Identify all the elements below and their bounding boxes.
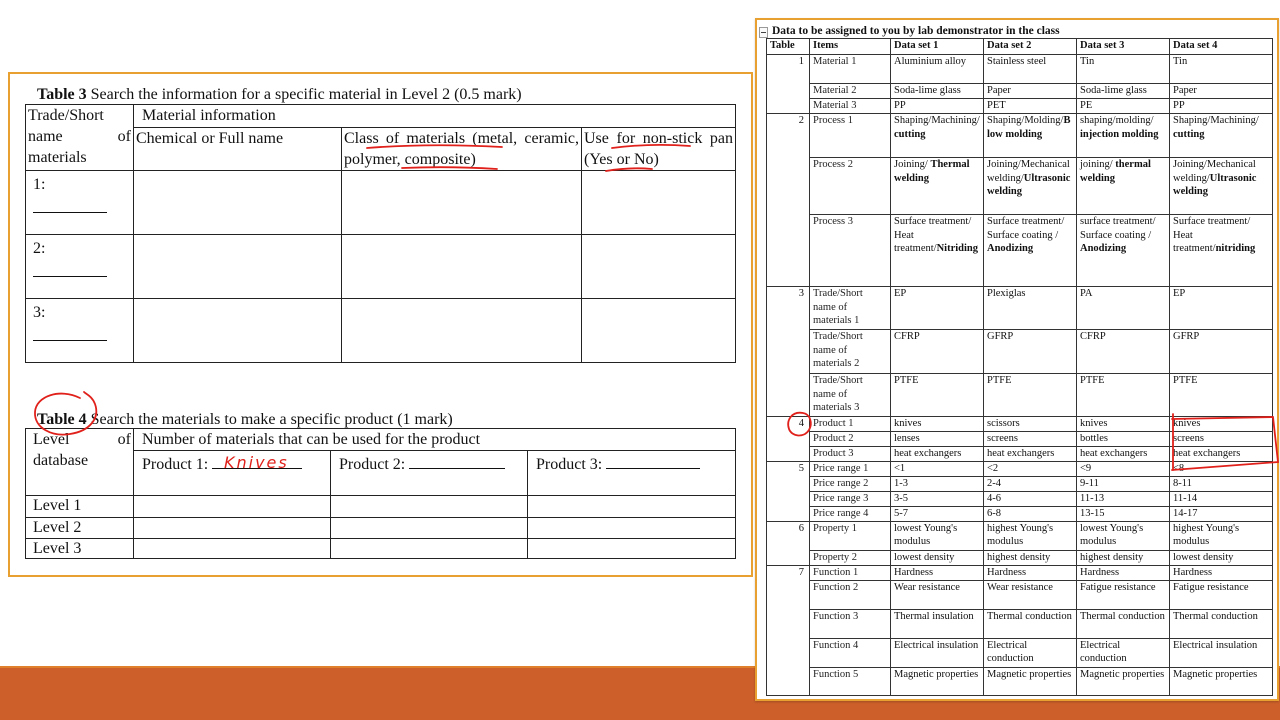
data-set-2-cell: 4-6 [984,491,1077,506]
text-segment: Surface treatment/ Surface coating / [987,216,1065,241]
name-blank-field [33,212,107,213]
table3-cell [134,235,342,299]
bold-text-segment: thermal welding [1080,159,1151,184]
product-2-label: Product 2: [339,456,406,473]
data-set-1-cell [891,215,984,287]
data-set-4-cell: Hardness [1170,565,1273,580]
data-set-1-cell: 1-3 [891,476,984,491]
data-set-2-cell [984,114,1077,158]
table-row [767,506,1273,521]
item-label: Product 3 [810,447,891,462]
table-row [26,299,736,363]
data-set-1-cell: <1 [891,462,984,477]
product-2-blank-field [409,454,505,469]
text-segment: Surface treatment/ Heat treatment/ [1173,216,1251,255]
text-segment: joining/ [1080,159,1116,170]
data-set-4-cell: knives [1170,417,1273,432]
level-label: Level 1 [26,496,134,518]
data-set-3-cell: Tin [1077,55,1170,84]
data-set-3-cell: Fatigue resistance [1077,580,1170,609]
table4-cell [331,518,528,539]
table4-title [37,411,453,429]
bold-text-segment: Anodizing [1080,243,1127,255]
data-set-3-cell: lowest Young's modulus [1077,521,1170,550]
data-set-3-cell: 9-11 [1077,476,1170,491]
bold-text-segment: Ultrasonic welding [987,172,1071,198]
header-data-set-1: Data set 1 [891,39,984,55]
data-set-4-cell: Electrical insulation [1170,638,1273,667]
table-row [26,539,736,559]
bold-text-segment: Thermal welding [894,159,970,184]
data-set-3-cell: knives [1077,417,1170,432]
data-set-1-cell: CFRP [891,330,984,374]
data-set-2-cell [984,158,1077,215]
data-set-1-cell: knives [891,417,984,432]
row-number: 1: [33,176,46,193]
data-set-3-cell: PE [1077,99,1170,114]
item-label: Product 1 [810,417,891,432]
data-set-3-cell: CFRP [1077,330,1170,374]
product-3-blank-field [606,454,700,469]
table-row [767,565,1273,580]
item-label: Product 2 [810,432,891,447]
table-row [767,580,1273,609]
table-row [767,491,1273,506]
data-set-4-cell [1170,158,1273,215]
text-segment: Joining/Mechanical welding/ [987,159,1070,184]
data-set-2-cell: PTFE [984,374,1077,417]
table4-title-text: Search the materials to make a specific product (1 mark) [86,411,453,428]
data-set-1-cell: EP [891,287,984,330]
item-label: Trade/Short name of materials 1 [810,287,891,330]
item-label: Function 1 [810,565,891,580]
data-set-2-cell: Magnetic properties [984,667,1077,695]
product-1-header [134,451,331,496]
data-set-1-cell: PTFE [891,374,984,417]
header-items: Items [810,39,891,55]
text-segment: Surface treatment/ Heat treatment/ [894,216,972,255]
assignment-table [766,38,1273,696]
data-set-1-cell: Electrical insulation [891,638,984,667]
row-number: 2: [33,240,46,257]
product-2-header [331,451,528,496]
table4 [25,428,736,559]
table3-header-row [26,105,736,128]
bold-text-segment: Nitriding [936,243,978,255]
assignment-title: Data to be assigned to you by lab demonstrator in the class [772,25,1060,37]
text-segment: shaping/molding/ [1080,115,1154,126]
bold-text-segment: cutting [1173,128,1205,140]
table3-cell [342,299,582,363]
table-row [767,462,1273,477]
table3-cell [582,235,736,299]
table-row [767,521,1273,550]
item-label: Price range 3 [810,491,891,506]
table4-cell [528,539,736,559]
item-label: Property 2 [810,550,891,565]
data-set-3-cell: Magnetic properties [1077,667,1170,695]
data-set-3-cell [1077,158,1170,215]
data-set-3-cell: 13-15 [1077,506,1170,521]
table-row [767,374,1273,417]
table4-cell [528,496,736,518]
table-row [767,609,1273,638]
data-set-2-cell: Thermal conduction [984,609,1077,638]
header-data-set-4: Data set 4 [1170,39,1273,55]
data-set-1-cell: Hardness [891,565,984,580]
data-set-2-cell [984,215,1077,287]
bold-text-segment: Blow molding [987,115,1071,140]
data-set-1-cell: PP [891,99,984,114]
data-set-3-cell: Electrical conduction [1077,638,1170,667]
text-segment: Joining/Mechanical welding/ [1173,159,1256,184]
name-blank-field [33,276,107,277]
data-set-1-cell: heat exchangers [891,447,984,462]
data-set-1-cell [891,114,984,158]
item-label: Function 3 [810,609,891,638]
name-blank-field [33,340,107,341]
assignment-data-panel [755,18,1279,701]
table4-cell [528,518,736,539]
table-row [26,518,736,539]
data-set-1-cell: lowest density [891,550,984,565]
table3-col-name-header: Trade/Short name of materials [26,105,134,171]
table-row [767,330,1273,374]
data-set-3-cell: bottles [1077,432,1170,447]
table4-cell [134,496,331,518]
table-row [767,417,1273,432]
table4-col-level-header: Level of database [26,429,134,496]
table3-title [37,86,522,104]
header-data-set-3: Data set 3 [1077,39,1170,55]
table-number: 3 [767,287,810,417]
table4-header-row [26,429,736,451]
bold-text-segment: nitriding [1215,243,1256,255]
data-set-3-cell: Soda-lime glass [1077,84,1170,99]
data-set-2-cell: PET [984,99,1077,114]
table3-cell [582,171,736,235]
data-set-2-cell: Paper [984,84,1077,99]
table-move-handle-icon[interactable] [759,27,768,38]
data-set-1-cell [891,158,984,215]
table-row [767,447,1273,462]
data-set-4-cell: Fatigue resistance [1170,580,1273,609]
data-set-4-cell: GFRP [1170,330,1273,374]
table3-cell [134,171,342,235]
item-label: Price range 2 [810,476,891,491]
item-label: Property 1 [810,521,891,550]
table3-col-chemical-name: Chemical or Full name [134,128,342,171]
table4-cell [134,518,331,539]
bold-text-segment: cutting [894,128,926,140]
data-set-2-cell: highest density [984,550,1077,565]
table-number: 5 [767,462,810,522]
data-set-4-cell: Tin [1170,55,1273,84]
table-row [767,432,1273,447]
table-row [767,55,1273,84]
table-row [767,215,1273,287]
data-set-4-cell: Magnetic properties [1170,667,1273,695]
data-set-2-cell: GFRP [984,330,1077,374]
data-set-4-cell: EP [1170,287,1273,330]
data-set-2-cell: heat exchangers [984,447,1077,462]
item-label: Function 2 [810,580,891,609]
table3-cell [582,299,736,363]
table4-title-label: Table 4 [37,411,87,428]
item-label: Material 3 [810,99,891,114]
table-row [767,667,1273,695]
table-row [767,158,1273,215]
data-set-2-cell: Electrical conduction [984,638,1077,667]
data-set-1-cell: Magnetic properties [891,667,984,695]
text-segment: Joining/ [894,159,931,170]
table-number: 4 [767,417,810,462]
product-1-label: Product 1: [142,456,209,473]
item-label: Price range 4 [810,506,891,521]
bold-text-segment: injection molding [1080,128,1159,140]
data-set-2-cell: 2-4 [984,476,1077,491]
item-label: Function 4 [810,638,891,667]
table-number: 7 [767,565,810,695]
table-row [767,99,1273,114]
data-set-2-cell: Plexiglas [984,287,1077,330]
table3-group-header: Material information [134,105,736,128]
table-row [767,550,1273,565]
data-set-3-cell: PA [1077,287,1170,330]
item-label: Price range 1 [810,462,891,477]
item-label: Material 2 [810,84,891,99]
data-set-4-cell [1170,215,1273,287]
table-row [767,638,1273,667]
text-segment: Shaping/Machining/ [894,115,980,126]
data-set-4-cell: Thermal conduction [1170,609,1273,638]
table3-title-label: Table 3 [37,86,87,103]
header-data-set-2: Data set 2 [984,39,1077,55]
assignment-table-body [767,55,1273,696]
item-label: Process 2 [810,158,891,215]
table-row [767,287,1273,330]
data-set-3-cell: <9 [1077,462,1170,477]
data-set-4-cell: heat exchangers [1170,447,1273,462]
table4-cell [134,539,331,559]
table3-cell [134,299,342,363]
item-label: Process 1 [810,114,891,158]
data-set-4-cell: 14-17 [1170,506,1273,521]
data-set-2-cell: scissors [984,417,1077,432]
level-label: Level 2 [26,518,134,539]
data-set-1-cell: Wear resistance [891,580,984,609]
table3-cell [342,171,582,235]
table-row [767,476,1273,491]
table-number: 6 [767,521,810,565]
assignment-header-row [767,39,1273,55]
data-set-4-cell: screens [1170,432,1273,447]
table-row [26,496,736,518]
data-set-1-cell: Soda-lime glass [891,84,984,99]
table-number: 2 [767,114,810,287]
data-set-3-cell [1077,215,1170,287]
data-set-1-cell: Aluminium alloy [891,55,984,84]
text-segment: surface treatment/ Surface coating / [1080,216,1156,241]
data-set-2-cell: Wear resistance [984,580,1077,609]
data-set-3-cell: PTFE [1077,374,1170,417]
table3 [25,104,736,363]
data-set-4-cell [1170,114,1273,158]
data-set-4-cell: Paper [1170,84,1273,99]
data-set-4-cell: 8-11 [1170,476,1273,491]
bold-text-segment: Anodizing [987,243,1034,255]
data-set-4-cell: lowest density [1170,550,1273,565]
table-row [767,114,1273,158]
product-1-blank-field [212,454,302,469]
table3-cell [342,235,582,299]
table4-cell [331,539,528,559]
handwritten-knives: Knives [224,453,289,472]
data-set-3-cell: highest density [1077,550,1170,565]
data-set-3-cell: 11-13 [1077,491,1170,506]
item-label: Trade/Short name of materials 2 [810,330,891,374]
level-label: Level 3 [26,539,134,559]
table4-cell [331,496,528,518]
header-table: Table [767,39,810,55]
data-set-3-cell: Thermal conduction [1077,609,1170,638]
data-set-3-cell [1077,114,1170,158]
data-set-1-cell: lenses [891,432,984,447]
text-segment: Shaping/Molding/ [987,115,1064,126]
data-set-2-cell: <2 [984,462,1077,477]
item-label: Function 5 [810,667,891,695]
worksheet-panel [8,72,753,577]
table-number: 1 [767,55,810,114]
data-set-1-cell: lowest Young's modulus [891,521,984,550]
data-set-3-cell: Hardness [1077,565,1170,580]
data-set-2-cell: Stainless steel [984,55,1077,84]
data-set-1-cell: 3-5 [891,491,984,506]
data-set-1-cell: Thermal insulation [891,609,984,638]
table-row [26,235,736,299]
bold-text-segment: Ultrasonic welding [1173,172,1257,198]
item-label: Process 3 [810,215,891,287]
data-set-1-cell: 5-7 [891,506,984,521]
text-segment: Shaping/Machining/ [1173,115,1259,126]
product-3-label: Product 3: [536,456,603,473]
table-row [767,84,1273,99]
data-set-4-cell: PP [1170,99,1273,114]
table3-col-class: Class of materials (metal, ceramic, polymer, composite) [342,128,582,171]
data-set-4-cell: <8 [1170,462,1273,477]
item-label: Trade/Short name of materials 3 [810,374,891,417]
data-set-2-cell: screens [984,432,1077,447]
data-set-4-cell: PTFE [1170,374,1273,417]
row-number: 3: [33,304,46,321]
table-row [26,171,736,235]
table3-title-text: Search the information for a specific material in Level 2 (0.5 mark) [86,86,522,103]
data-set-4-cell: 11-14 [1170,491,1273,506]
data-set-4-cell: highest Young's modulus [1170,521,1273,550]
table3-col-nonstick: Use for non-stick pan (Yes or No) [582,128,736,171]
data-set-2-cell: highest Young's modulus [984,521,1077,550]
table4-group-header: Number of materials that can be used for the product [134,429,736,451]
data-set-3-cell: heat exchangers [1077,447,1170,462]
data-set-2-cell: Hardness [984,565,1077,580]
item-label: Material 1 [810,55,891,84]
product-3-header [528,451,736,496]
data-set-2-cell: 6-8 [984,506,1077,521]
